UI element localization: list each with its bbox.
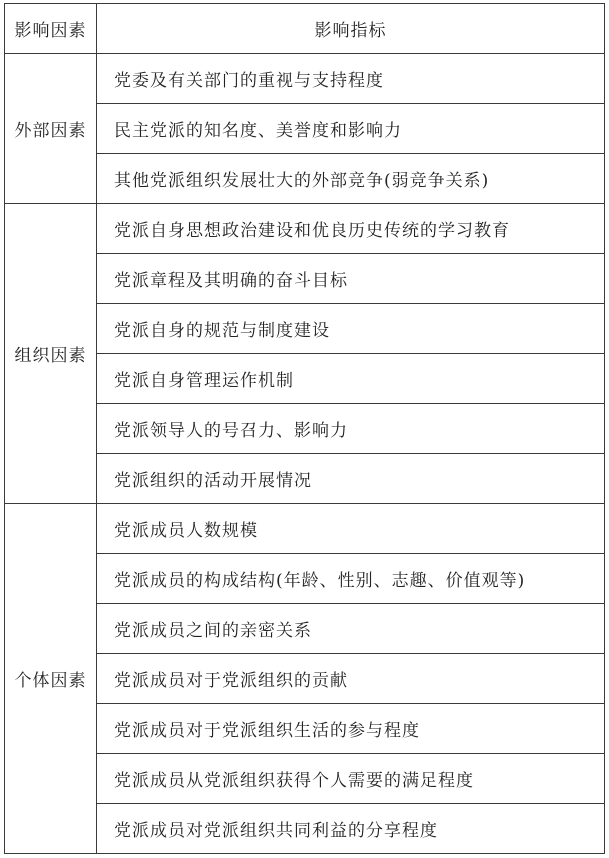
table-row <box>5 54 605 104</box>
indicator-cell: 党派自身思想政治建设和优良历史传统的学习教育 <box>97 204 605 254</box>
factor-organizational: 组织因素 <box>5 204 97 504</box>
indicator-cell: 其他党派组织发展壮大的外部竞争(弱竞争关系) <box>97 154 605 204</box>
indicator-cell: 党派成员对于党派组织生活的参与程度 <box>97 704 605 754</box>
indicator-cell: 党派成员之间的亲密关系 <box>97 604 605 654</box>
indicator-cell: 党派组织的活动开展情况 <box>97 454 605 504</box>
header-row <box>5 4 605 54</box>
influence-factors-table <box>4 3 605 854</box>
indicator-cell: 党派成员对于党派组织的贡献 <box>97 654 605 704</box>
indicator-cell: 党派成员从党派组织获得个人需要的满足程度 <box>97 754 605 804</box>
indicator-cell: 党派成员对党派组织共同利益的分享程度 <box>97 804 605 854</box>
factor-external: 外部因素 <box>5 54 97 204</box>
table-row <box>5 504 605 554</box>
factor-individual: 个体因素 <box>5 504 97 854</box>
header-indicator: 影响指标 <box>97 4 605 54</box>
indicator-cell: 党派自身的规范与制度建设 <box>97 304 605 354</box>
header-factor: 影响因素 <box>5 4 97 54</box>
table-row <box>5 204 605 254</box>
indicator-cell: 民主党派的知名度、美誉度和影响力 <box>97 104 605 154</box>
indicator-cell: 党派领导人的号召力、影响力 <box>97 404 605 454</box>
indicator-cell: 党派成员人数规模 <box>97 504 605 554</box>
indicator-cell: 党派成员的构成结构(年龄、性别、志趣、价值观等) <box>97 554 605 604</box>
indicator-cell: 党派章程及其明确的奋斗目标 <box>97 254 605 304</box>
indicator-cell: 党委及有关部门的重视与支持程度 <box>97 54 605 104</box>
indicator-cell: 党派自身管理运作机制 <box>97 354 605 404</box>
